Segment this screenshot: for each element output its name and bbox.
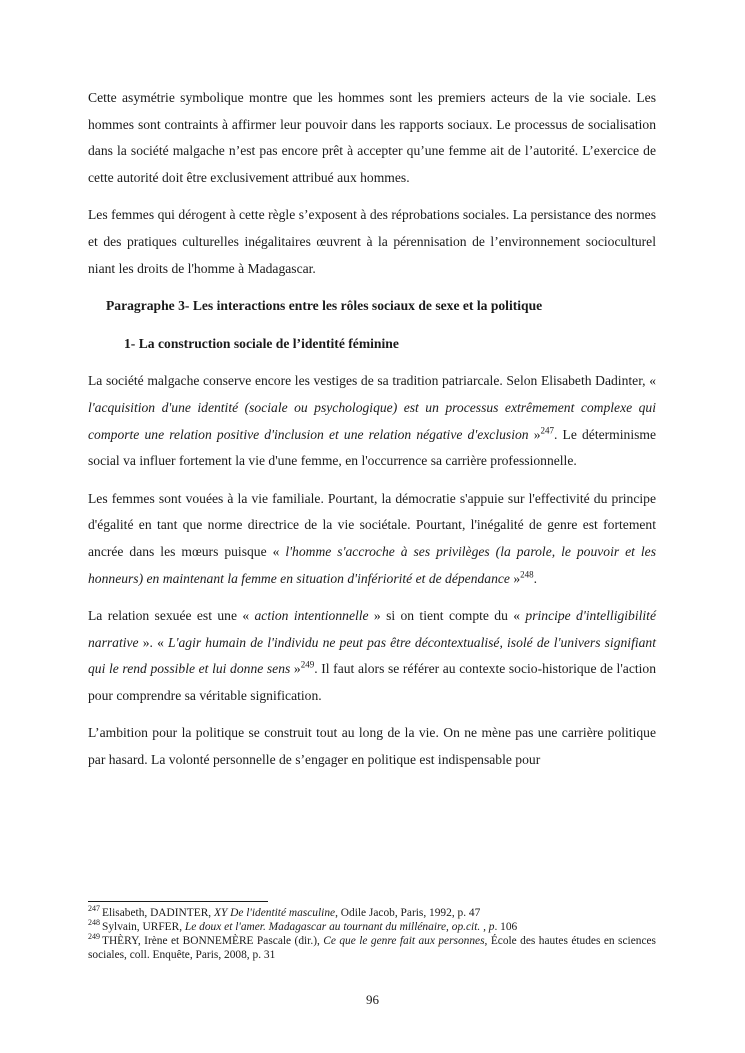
text-run: » [528,426,541,442]
footnote-247 [88,906,656,920]
footnote-title: Ce que le genre fait aux personnes [323,935,485,947]
page-number: 96 [366,992,379,1007]
footnote-number: 249 [88,932,100,942]
text-run: » [509,570,521,586]
footnote-text: Elisabeth, DADINTER, [102,907,214,919]
paragraph-relation-sexuee [88,603,656,709]
footnote-title: Le doux et l'amer. Madagascar au tournant du millénaire, op.cit. , p [184,921,495,933]
footnote-separator [88,901,268,902]
text-run: . Il faut alors se référer au contexte socio-historique de l'action pour comprendre sa véritable signification. [88,661,656,703]
subsection-heading-identite-feminine: 1- La construction sociale de l’identité féminine [124,335,399,351]
footnote-text: THÈRY, Irène et BONNEMÈRE Pascale (dir.), [102,935,324,947]
footnote-text: Sylvain, URFER, [102,921,185,933]
footnote-title: XY De l'identité masculine [214,907,336,919]
footnote-text: , École des hautes études en sciences sociales, coll. Enquête, Paris, 2008, p. 31 [88,935,656,961]
text-run: La société malgache conserve encore les vestiges de sa tradition patriarcale. Selon Elisabeth Dadinter, « [88,373,656,389]
footnotes [88,906,656,962]
paragraph-vie-familiale [88,486,656,592]
footnote-248 [88,920,656,934]
quotation: principe d'intelligibilité narrative [88,608,656,650]
text-run: Les femmes sont vouées à la vie familiale. Pourtant, la démocratie s'appuie sur l'effectivité du principe d'égalité en tant que norme directrice de la vie sociétale. Pourtant, l'inégalité de genre est fortement ancrée dans les mœurs puisque « [88,490,656,559]
footnote-ref-247: 247 [540,425,555,435]
footnote-text: , Odile Jacob, Paris, 1992, p. 47 [335,907,481,919]
text-run: . [533,570,538,586]
paragraph-ambition-politique: L’ambition pour la politique se construit tout au long de la vie. On ne mène pas une carrière politique par hasard. La volonté personnelle de s’engager en politique est indispensable pour [88,725,656,768]
footnote-ref-248: 248 [520,568,534,579]
quotation: L'agir humain de l'individu ne peut pas être décontextualisé, isolé de l'univers signifiant qui le rend possible et lui donne sens [88,634,657,677]
quotation: l'homme s'accroche à ses privilèges (la parole, le pouvoir et les honneurs) en maintenant la femme en situation d'infériorité et de dépendance [88,543,656,586]
footnote-249 [88,934,656,962]
quotation: l'acquisition d'une identité (sociale ou psychologique) est un processus extrêmement complexe qui comporte une relation positive d'inclusion et une relation négative d'exclusion [88,399,656,442]
text-run: » [290,661,301,677]
quotation: action intentionnelle [254,608,369,624]
text-run: » si on tient compte du « [368,608,526,624]
footnote-ref-249: 249 [300,659,315,670]
paragraph-asymetrie: Cette asymétrie symbolique montre que les hommes sont les premiers acteurs de la vie sociale. Les hommes sont contraints à affirmer leur pouvoir dans les rapports sociaux. Le processus de socialisation dans la société malgache n’est pas encore prêt à accepter qu’une femme ait de l’autorité. L’exercice de cette autorité doit être exclusivement attribué aux hommes. [88,90,656,185]
paragraph-reprobations: Les femmes qui dérogent à cette règle s’exposent à des réprobations sociales. La persistance des normes et des pratiques culturelles inégalitaires œuvrent à la pérennisation de l’environnement socioculturel niant les droits de l'homme à Madagascar. [88,207,656,276]
footnote-number: 248 [88,918,100,928]
footnote-text: . 106 [494,921,518,933]
text-run: ». « [138,634,169,650]
footnote-number: 247 [88,904,100,914]
text-run: . Le déterminisme social va influer fortement la vie d'une femme, en l'occurrence sa carrière professionnelle. [88,426,657,469]
body-text [88,85,656,785]
paragraph-societe-malgache [88,368,656,474]
section-heading-paragraphe-3: Paragraphe 3- Les interactions entre les rôles sociaux de sexe et la politique [106,298,543,314]
text-run: La relation sexuée est une « [88,608,255,624]
